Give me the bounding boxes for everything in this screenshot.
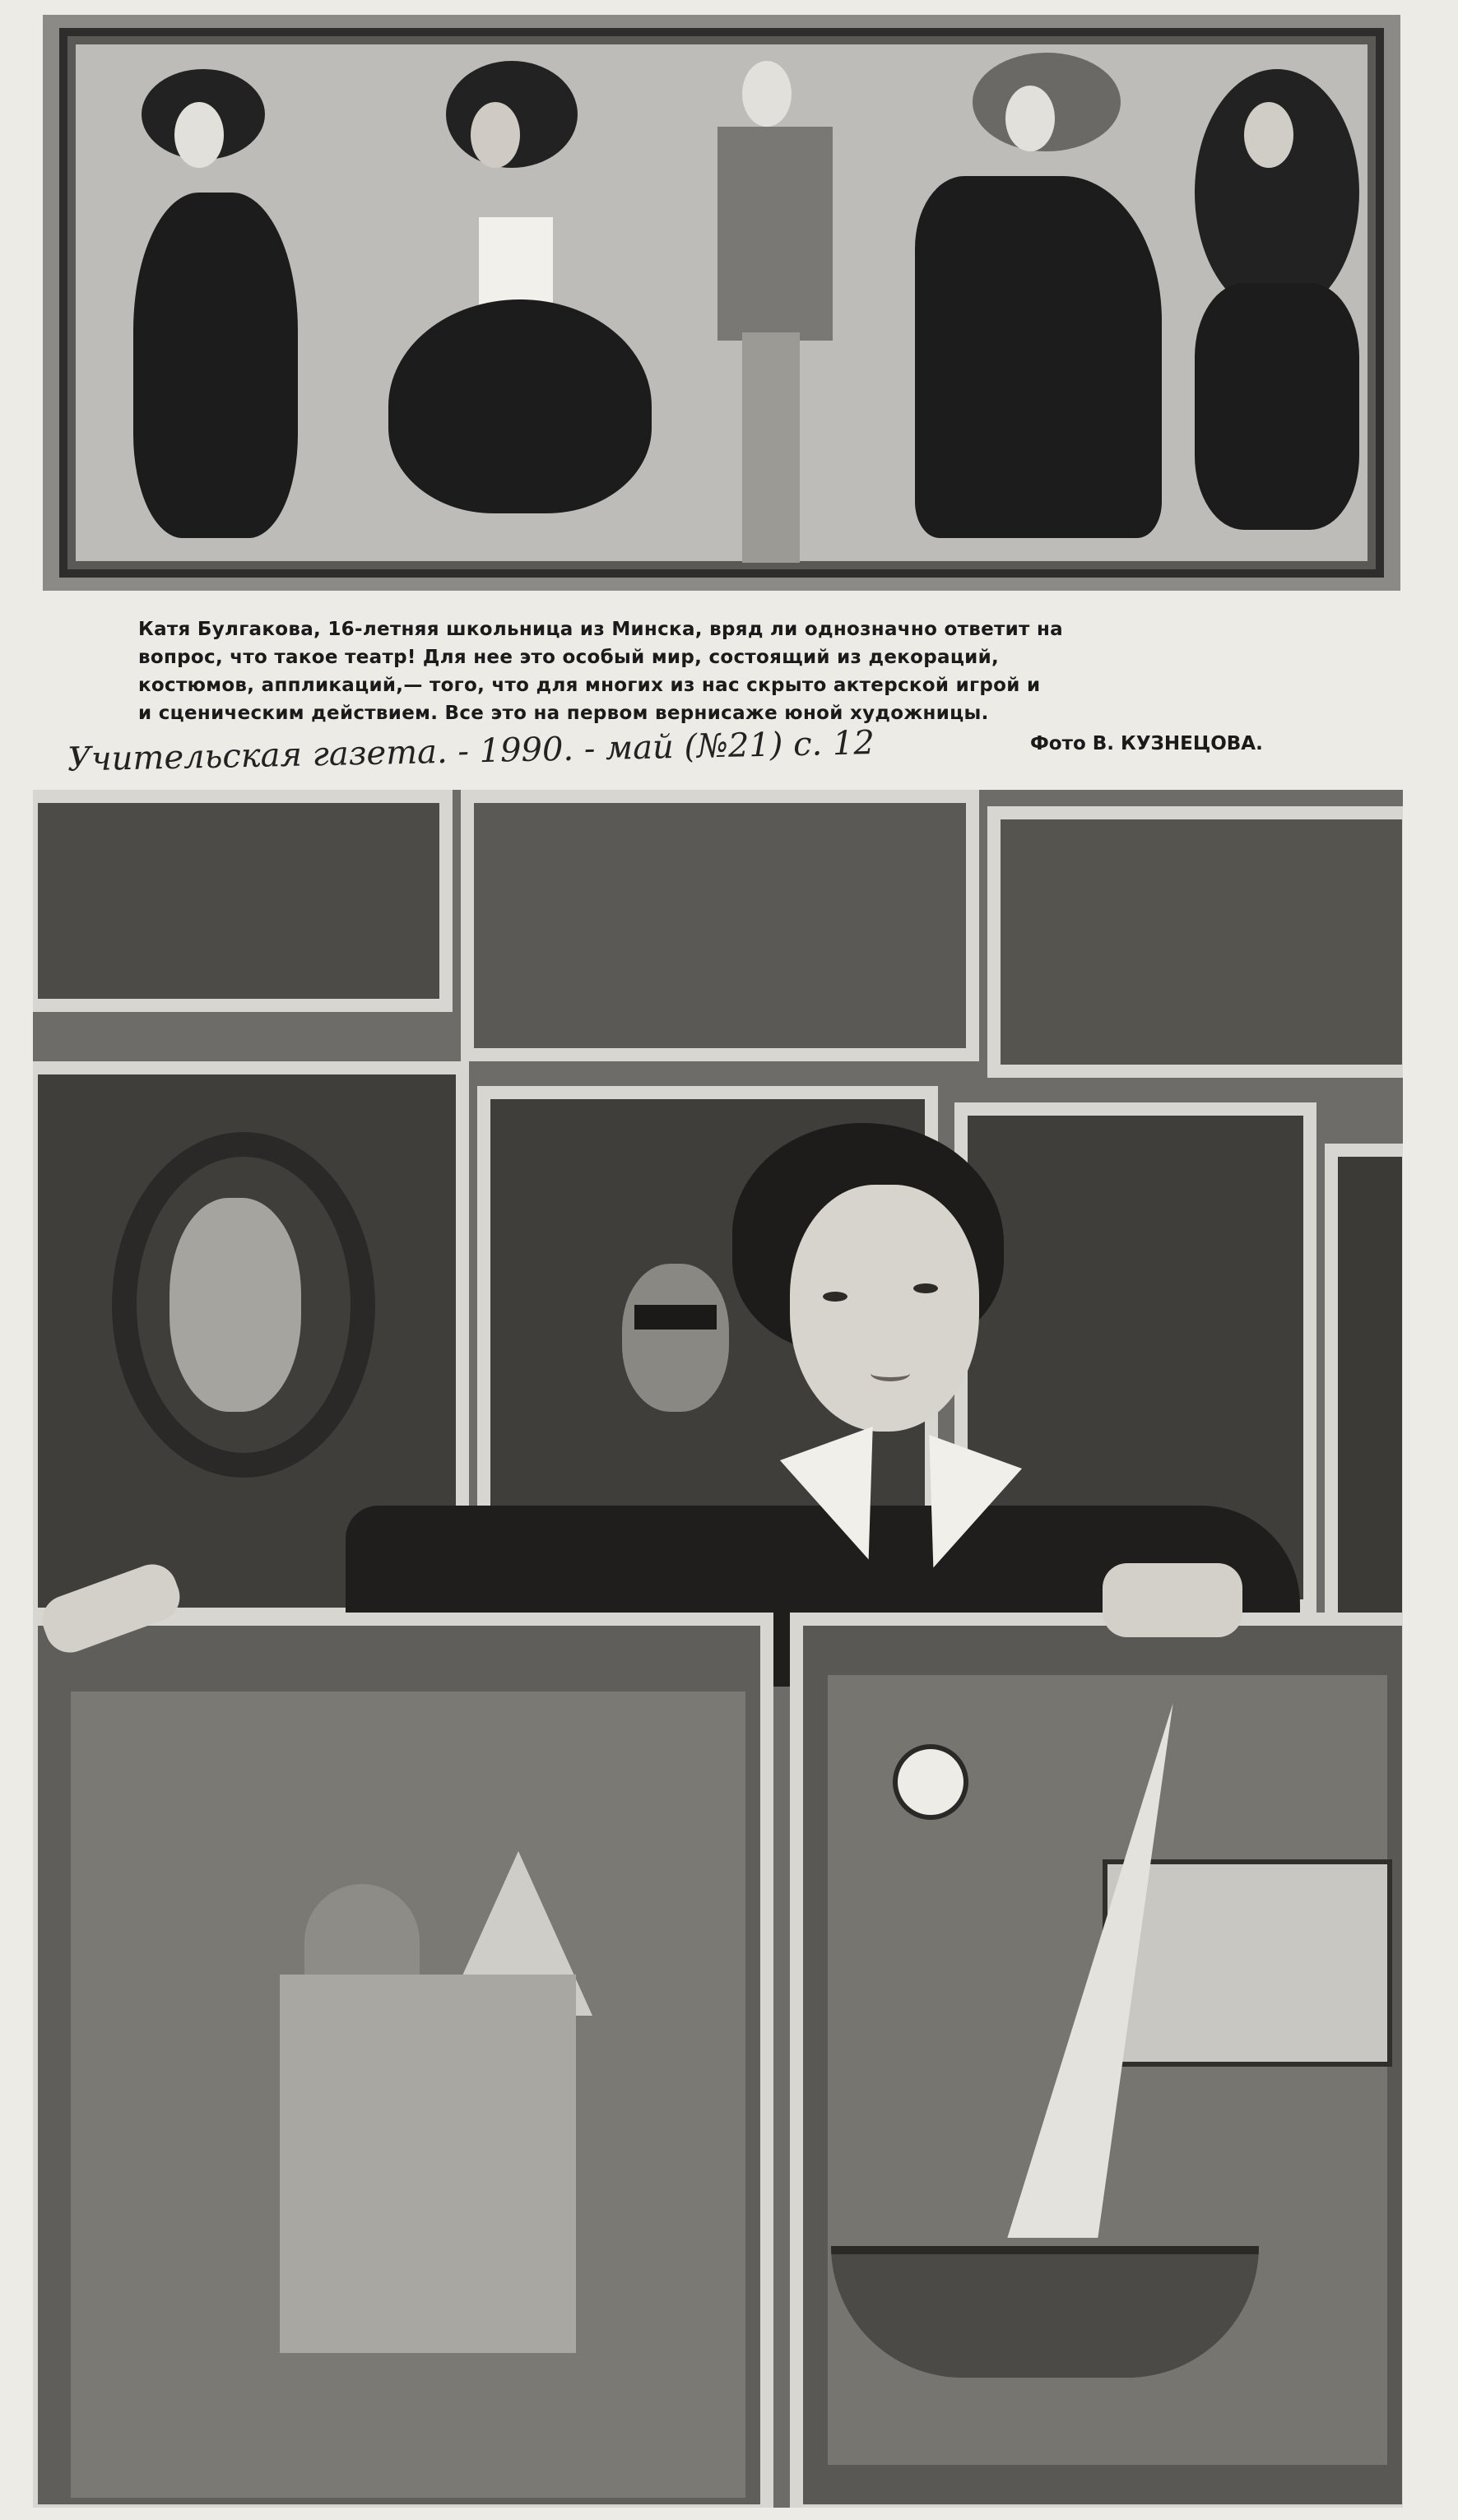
dolls-frame [59, 28, 1384, 578]
caption-line-4: и сценическим действием. Все это на первом вернисаже юной художницы. [138, 703, 989, 724]
caption-line-2: вопрос, что такое театр! Для нее это особый мир, состоящий из декораций, [138, 647, 1000, 668]
painting-far-right [1325, 1144, 1403, 1637]
girl-mouth [871, 1366, 910, 1381]
right-hand [1103, 1563, 1242, 1637]
doll-4 [898, 53, 1178, 563]
handwritten-source-note: Учительская газета. - 1990. - май (№21) с. 12 [67, 724, 875, 779]
doll-2 [380, 53, 660, 563]
girl-right-eye [913, 1283, 938, 1293]
doll-5 [1186, 69, 1376, 563]
painting-top-right [987, 806, 1403, 1078]
caption-line-1: Катя Булгакова, 16-летняя школьница из Минска, вряд ли однозначно ответит на [138, 619, 1063, 640]
dolls-photo [43, 15, 1400, 591]
painting-top-left [33, 790, 453, 1012]
photo-credit: Фото В. КУЗНЕЦОВА. [1030, 733, 1263, 754]
artist-photo [33, 790, 1403, 2508]
doll-3 [693, 53, 857, 563]
doll-1 [109, 61, 355, 555]
boat-hull [831, 2246, 1259, 2378]
painting-top-center [461, 790, 979, 1061]
girl-face [790, 1185, 979, 1432]
girl-left-eye [823, 1292, 847, 1302]
moon [893, 1744, 968, 1820]
photo-caption [138, 615, 1348, 727]
church-building [280, 1975, 576, 2353]
caption-line-3: костюмов, аппликаций,— того, что для многих из нас скрыто актерской игрой и [138, 675, 1041, 696]
